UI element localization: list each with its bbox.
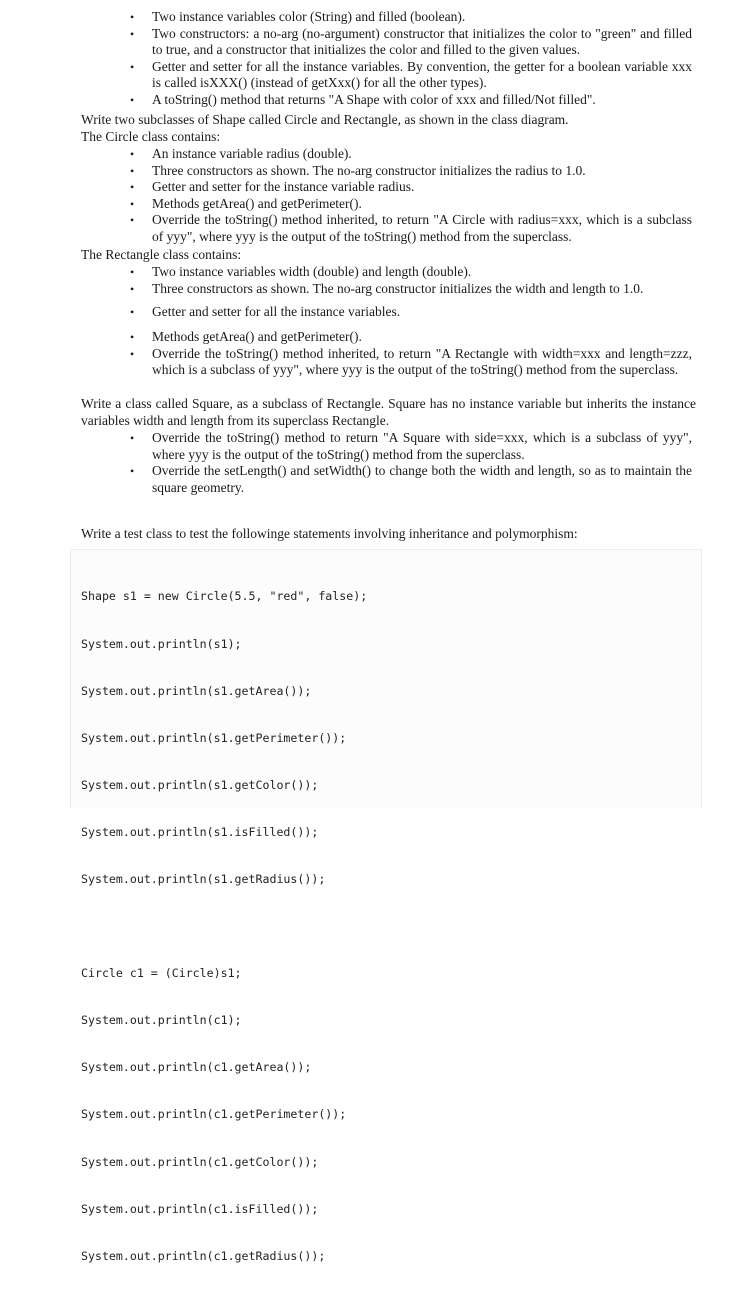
list-item: • Two constructors: a no-arg (no-argument) constructor that initializes the color to "green" and filled to true, and a constructor that initializes the color and filled to the given values. bbox=[130, 25, 692, 58]
list-item: • Two instance variables color (String) and filled (boolean). bbox=[130, 9, 466, 24]
list-item: • Override the setLength() and setWidth() to change both the width and length, so as to maintain the square geometry. bbox=[130, 463, 692, 495]
code-line: System.out.println(c1.getArea()); bbox=[81, 1060, 312, 1075]
shape-bullet-list bbox=[0, 9, 692, 109]
code-line: System.out.println(s1.getPerimeter()); bbox=[81, 730, 347, 745]
bullet-icon: • bbox=[130, 431, 135, 445]
code-line: System.out.println(s1); bbox=[81, 636, 242, 651]
list-item: • A toString() method that returns "A Shape with color of xxx and filled/Not filled". bbox=[130, 91, 596, 107]
bullet-icon: • bbox=[130, 92, 135, 107]
code-line: Shape s1 = new Circle(5.5, "red", false); bbox=[81, 589, 368, 604]
rectangle-bullet-list-b bbox=[0, 304, 692, 321]
code-blank-line bbox=[81, 919, 701, 935]
list-item: • An instance variable radius (double). bbox=[130, 146, 352, 161]
list-item: • Three constructors as shown. The no-arg constructor initializes the radius to 1.0. bbox=[130, 162, 586, 178]
code-line: System.out.println(c1.getRadius()); bbox=[81, 1248, 326, 1263]
code-line: System.out.println(s1.getColor()); bbox=[81, 777, 319, 792]
code-block bbox=[70, 549, 702, 1263]
list-item: • Two instance variables width (double) and length (double). bbox=[130, 264, 472, 279]
bullet-icon: • bbox=[130, 346, 135, 361]
bullet-icon: • bbox=[130, 10, 135, 24]
circle-bullet-list bbox=[0, 146, 692, 246]
list-item: • Override the toString() method inherited, to return "A Rectangle with width=xxx and length=zzz, which is a subclass of yyy", where yyy is the output of the toString() method from the superclass. bbox=[130, 345, 692, 378]
bullet-icon: • bbox=[130, 59, 135, 74]
list-item: • Three constructors as shown. The no-arg constructor initializes the width and length to 1.0. bbox=[130, 280, 644, 296]
bullet-icon: • bbox=[130, 213, 135, 228]
bullet-icon: • bbox=[130, 163, 135, 178]
bullet-icon: • bbox=[130, 281, 135, 296]
bullet-icon: • bbox=[130, 330, 135, 344]
code-line: System.out.println(c1.getPerimeter()); bbox=[81, 1107, 347, 1122]
list-item: • Getter and setter for all the instance variables. By convention, the getter for a boolean variable xxx is called isXXX() (instead of getXxx() for all the other types). bbox=[130, 58, 692, 91]
bullet-icon: • bbox=[130, 464, 135, 479]
list-item: • Getter and setter for the instance variable radius. bbox=[130, 179, 415, 195]
code-line: Circle c1 = (Circle)s1; bbox=[81, 966, 242, 981]
list-item: • Getter and setter for all the instance variables. bbox=[130, 304, 401, 319]
code-line: System.out.println(c1.getColor()); bbox=[81, 1154, 319, 1169]
bullet-icon: • bbox=[130, 180, 135, 195]
square-bullet-list bbox=[0, 430, 692, 496]
code-line: System.out.println(s1.isFilled()); bbox=[81, 824, 319, 839]
code-line: System.out.println(c1); bbox=[81, 1013, 242, 1028]
test-intro: Write a test class to test the followinge statements involving inheritance and polymorphism: bbox=[81, 526, 578, 541]
bullet-icon: • bbox=[130, 265, 135, 279]
list-item: • Methods getArea() and getPerimeter(). bbox=[130, 329, 362, 344]
bullet-icon: • bbox=[130, 305, 135, 319]
square-intro: Write a class called Square, as a subclass of Rectangle. Square has no instance variable but inherits the instance variables width and length from its superclass Rectangle. bbox=[81, 396, 696, 428]
rectangle-bullet-list-a bbox=[0, 264, 692, 297]
code-line: System.out.println(s1.getArea()); bbox=[81, 683, 312, 698]
bullet-icon: • bbox=[130, 196, 135, 211]
code-line: System.out.println(c1.isFilled()); bbox=[81, 1201, 319, 1216]
list-item: • Override the toString() method to return "A Square with side=xxx, which is a subclass of yyy", where yyy is the output of the toString() method from the superclass. bbox=[130, 430, 692, 462]
bullet-icon: • bbox=[130, 26, 135, 41]
list-item: • Methods getArea() and getPerimeter(). bbox=[130, 195, 362, 211]
rectangle-bullet-list-c bbox=[0, 329, 692, 379]
circle-heading: The Circle class contains: bbox=[81, 129, 221, 144]
rectangle-heading: The Rectangle class contains: bbox=[81, 247, 242, 262]
subclasses-intro: Write two subclasses of Shape called Circle and Rectangle, as shown in the class diagram. bbox=[81, 112, 569, 127]
bullet-icon: • bbox=[130, 147, 135, 161]
code-line: System.out.println(s1.getRadius()); bbox=[81, 871, 326, 886]
list-item: • Override the toString() method inherited, to return "A Circle with radius=xxx, which is a subclass of yyy", where yyy is the output of the toString() method from the superclass. bbox=[130, 212, 692, 244]
